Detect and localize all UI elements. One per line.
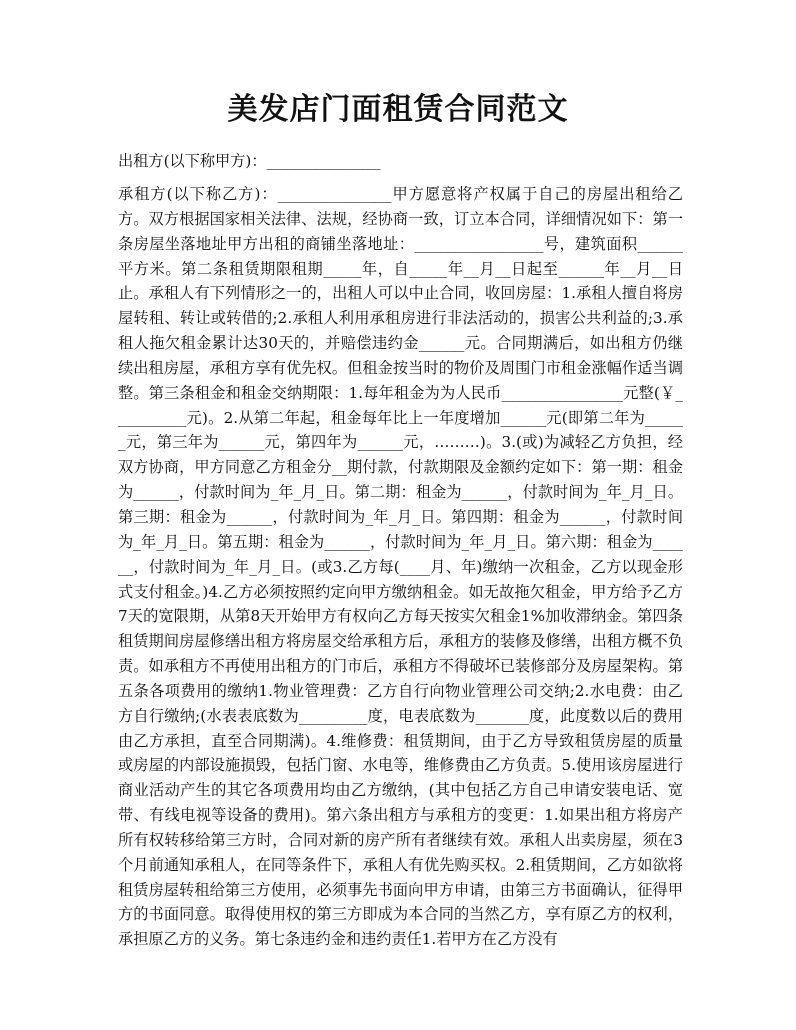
lessor-line: 出租方(以下称甲方)：_______________	[118, 152, 381, 170]
document-title: 美发店门面租赁合同范文	[227, 92, 569, 127]
contract-body: 承租方(以下称乙方)：_______________甲方愿意将产权属于自己的房屋出租给乙方。双方根据国家相关法律、法规，经协商一致，订立本合同，详细情况如下：第一条房屋坐落地址甲方出租的商铺坐落地址：_________________号，建筑面积______平方米。第二条租赁期限租期_____年，自_____年__月__日起至______年__月__日止。承租人有下列情形之一的，出租人可以中止合同，收回房屋：1.承租人擅自将房屋转租、转让或转借的;2.承租人利用承租房进行非法活动的，损害公共利益的;3.承租人拖欠租金累计达30天的，并赔偿违约金______元。合同期满后，如出租方仍继续出租房屋，承租方享有优先权。但租金按当时的物价及周围门市租金涨幅作适当调整。第三条租金和租金交纳期限：1.每年租金为为人民币________________元整(￥__________元)。2.从第二年起，租金每年比上一年度增加______元(即第二年为______元，第三年为______元，第四年为______元，………)。3.(或)为减轻乙方负担，经双方协商，甲方同意乙方租金分__期付款，付款期限及金额约定如下：第一期：租金为______，付款时间为_年_月_日。第二期：租金为______，付款时间为_年_月_日。第三期：租金为______，付款时间为_年_月_日。第四期：租金为______，付款时间为_年_月_日。第五期：租金为______，付款时间为_年_月_日。第六期：租金为______，付款时间为_年_月_日。(或3.乙方每(____月、年)缴纳一次租金，乙方以现金形式支付租金。)4.乙方必须按照约定向甲方缴纳租金。如无故拖欠租金，甲方给予乙方7天的宽限期，从第8天开始甲方有权向乙方每天按实欠租金1%加收滞纳金。第四条租赁期间房屋修缮出租方将房屋交给承租方后，承租方的装修及修缮，出租方概不负责。如承租方不再使用出租方的门市后，承租方不得破坏已装修部分及房屋架构。第五条各项费用的缴纳1.物业管理费：乙方自行向物业管理公司交纳;2.水电费：由乙方自行缴纳;(水表表底数为_________度，电表底数为_______度，此度数以后的费用由乙方承担，直至合同期满)。4.维修费：租赁期间，由于乙方导致租赁房屋的质量或房屋的内部设施损毁，包括门窗、水电等，维修费由乙方负责。5.使用该房屋进行商业活动产生的其它各项费用均由乙方缴纳，(其中包括乙方自己申请安装电话、宽带、有线电视等设备的费用)。第六条出租方与承租方的变更：1.如果出租方将房产所有权转移给第三方时，合同对新的房产所有者继续有效。承租人出卖房屋，须在3个月前通知承租人，在同等条件下，承租人有优先购买权。2.租赁期间，乙方如欲将租赁房屋转租给第三方使用，必须事先书面向甲方申请，由第三方书面确认，征得甲方的书面同意。取得使用权的第三方即成为本合同的当然乙方，享有原乙方的权利，承担原乙方的义务。第七条违约金和违约责任1.若甲方在乙方没有	[118, 185, 683, 949]
